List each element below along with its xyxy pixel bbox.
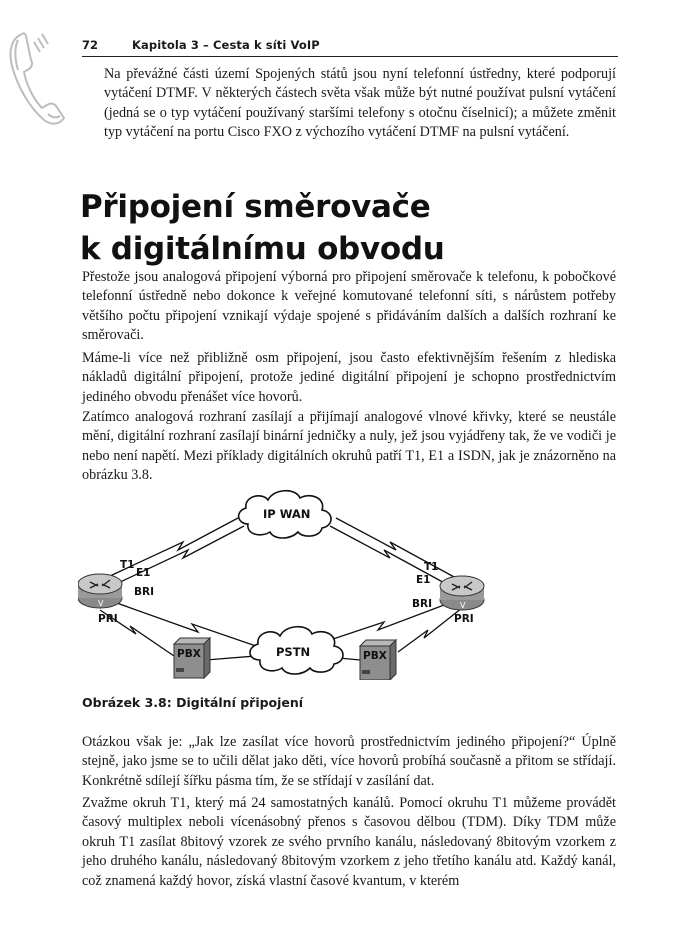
label-e1-right: E1	[416, 574, 431, 586]
label-pri-left: PRI	[98, 613, 118, 625]
svg-text:V: V	[98, 599, 104, 608]
chapter-title: Kapitola 3 – Cesta k síti VoIP	[132, 38, 320, 52]
label-t1-left: T1	[120, 559, 135, 571]
body-paragraph-2: Máme-li více než přibližně osm připojení, jsou často efektivnějším řešením z hlediska nákladů digitální připojení, protože jediné digitální připojení je schopno prostřednictvím jediného obvodu přenášet více hovorů.	[82, 350, 616, 405]
section-heading	[80, 186, 620, 270]
body-paragraph-3: Zatímco analogová rozhraní zasílají a přijímají analogové vlnové křivky, které se neustále mění, digitální rozhraní zasílají binární jedničky a nuly, jež jsou vyjádřeny tak, že ve vodiči je nebo není napětí. Mezi příklady digitálních okruhů patří T1, E1 a ISDN, jak je znázorněno na obrázku 3.8.	[82, 409, 616, 484]
intro-paragraph: Na převážné části území Spojených států jsou nyní telefonní ústředny, které podporují vytáčení DTMF. V některých částech světa však může být nutné používat pulsní vytáčení (jedná se o typ vytáčení používaný staršími telefony s otočnu číselnicí); a můžete změnit typ vytáčení na portu Cisco FXO z výchozího vytáčení DTMF na pulsní vytáčení.	[104, 66, 616, 141]
body-paragraph-5: Zvažme okruh T1, který má 24 samostatných kanálů. Pomocí okruhu T1 můžeme provádět časový multiplex neboli vícenásobný přenos s časovou dělbou (TDM). Díky TDM může okruh T1 zasílat 8bitový vzorek ze svého prvního kanálu, následovaný 8bitovým vzorkem z jeho druhého kanálu, následovaný 8bitovým vzorkem z jeho třetího kanálu atd. Každý kanál, což znamená každý hovor, získá vlastní časové kvantum, v kterém	[82, 795, 616, 889]
running-header	[82, 36, 618, 57]
label-bri-left: BRI	[134, 586, 154, 598]
right-router-icon	[440, 576, 484, 610]
label-pstn: PSTN	[276, 645, 311, 659]
label-e1-left: E1	[136, 567, 151, 579]
body-paragraph-4: Otázkou však je: „Jak lze zasílat více hovorů prostřednictvím jediného připojení?“ Úplně stejně, jako jsme se to učili dělat jako děti, více hovorů probíhá současně a přitom se střídají. Konkrétně sdílejí šířku pásma tím, že se střídají v zasílání dat.	[82, 734, 616, 789]
section-heading-line2: k digitálnímu obvodu	[80, 231, 445, 267]
label-bri-right: BRI	[412, 598, 432, 610]
label-pbx-right: PBX	[363, 650, 387, 662]
link-ipwan-right-router	[330, 518, 456, 586]
body-paragraph-1: Přestože jsou analogová připojení výborná pro připojení směrovače k telefonu, k pobočkové telefonní ústředně nebo dokonce k veřejné komutované telefonní síti, s nárůstem potřeby většího počtu připojení vznikají výdaje spojené s přidáváním dalších a dalších rozhraní ke směrovači.	[82, 269, 616, 344]
figure-caption: Obrázek 3.8: Digitální připojení	[82, 695, 304, 710]
svg-text:V: V	[460, 601, 466, 610]
network-diagram	[78, 484, 518, 680]
link-left-router-ipwan	[110, 518, 244, 584]
label-pri-right: PRI	[454, 613, 474, 625]
page-number: 72	[82, 38, 99, 52]
link-right-router-pbx	[398, 608, 462, 652]
phone-handset-icon	[4, 26, 70, 130]
section-heading-line1: Připojení směrovače	[80, 189, 431, 225]
left-router-icon	[78, 574, 122, 608]
label-t1-right: T1	[424, 561, 439, 573]
label-ip-wan: IP WAN	[263, 507, 311, 521]
label-pbx-left: PBX	[177, 648, 201, 660]
link-pbx-left-pstn	[206, 656, 256, 660]
